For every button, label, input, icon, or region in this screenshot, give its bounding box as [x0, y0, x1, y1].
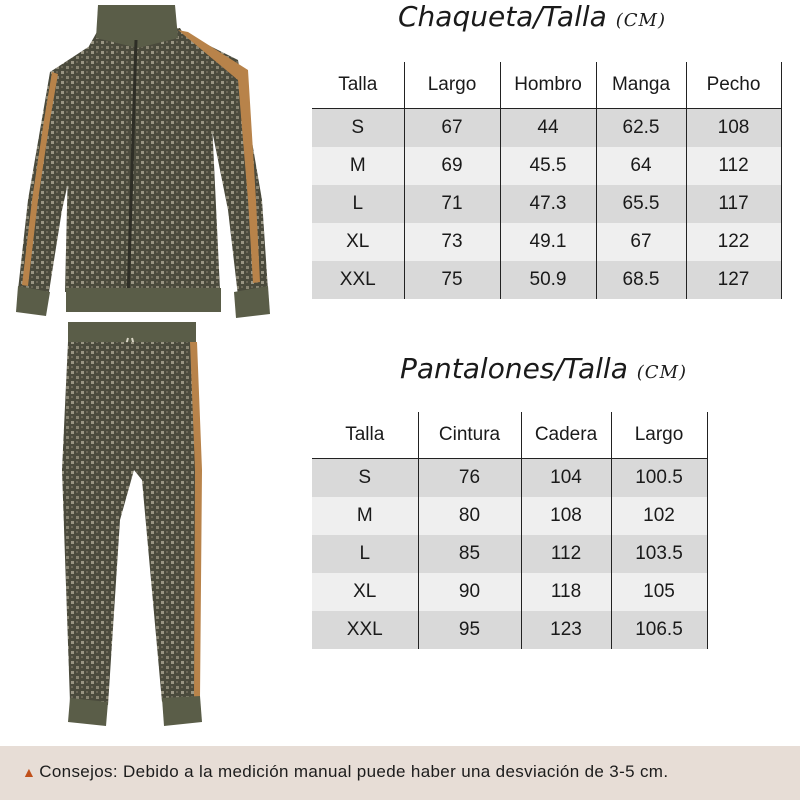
- header-cell: Largo: [404, 62, 500, 109]
- table-cell: XL: [312, 223, 404, 261]
- table-row: [312, 459, 707, 498]
- table-cell: 67: [404, 109, 500, 148]
- table-cell: 68.5: [596, 261, 686, 299]
- header-cell: Hombro: [500, 62, 596, 109]
- table-cell: 69: [404, 147, 500, 185]
- table-cell: 44: [500, 109, 596, 148]
- jacket-table-header: [312, 62, 781, 109]
- table-cell: 118: [521, 573, 611, 611]
- table-cell: XXL: [312, 261, 404, 299]
- table-cell: 47.3: [500, 185, 596, 223]
- table-cell: 64: [596, 147, 686, 185]
- table-cell: L: [312, 185, 404, 223]
- header-cell: Manga: [596, 62, 686, 109]
- table-row: [312, 497, 707, 535]
- table-cell: 67: [596, 223, 686, 261]
- header-cell: Cadera: [521, 412, 611, 459]
- table-row: [312, 261, 781, 299]
- pants-image: [50, 320, 220, 732]
- table-cell: 90: [418, 573, 521, 611]
- table-cell: S: [312, 109, 404, 148]
- table-cell: 50.9: [500, 261, 596, 299]
- table-cell: 45.5: [500, 147, 596, 185]
- jacket-title-unit: (CM): [615, 10, 666, 31]
- table-cell: 85: [418, 535, 521, 573]
- table-row: [312, 573, 707, 611]
- table-cell: 65.5: [596, 185, 686, 223]
- table-cell: 106.5: [611, 611, 707, 649]
- header-cell: Talla: [312, 62, 404, 109]
- tip-text: Consejos: Debido a la medición manual puede haber una desviación de 3-5 cm.: [39, 762, 669, 781]
- table-cell: XL: [312, 573, 418, 611]
- table-row: [312, 147, 781, 185]
- table-cell: M: [312, 147, 404, 185]
- table-cell: 100.5: [611, 459, 707, 498]
- table-cell: 73: [404, 223, 500, 261]
- table-cell: 104: [521, 459, 611, 498]
- table-row: [312, 185, 781, 223]
- table-cell: M: [312, 497, 418, 535]
- table-cell: 112: [521, 535, 611, 573]
- table-cell: 117: [686, 185, 781, 223]
- pants-title-unit: (CM): [636, 362, 688, 383]
- header-cell: Pecho: [686, 62, 781, 109]
- table-cell: S: [312, 459, 418, 498]
- table-row: [312, 611, 707, 649]
- table-cell: 71: [404, 185, 500, 223]
- table-cell: 108: [686, 109, 781, 148]
- jacket-table-title: [398, 0, 666, 33]
- pants-table-title: [400, 352, 687, 385]
- pants-title-text: Pantalones/Talla: [400, 352, 628, 385]
- table-cell: 123: [521, 611, 611, 649]
- pants-table-header: [312, 412, 707, 459]
- table-cell: 112: [686, 147, 781, 185]
- table-cell: 108: [521, 497, 611, 535]
- table-cell: 49.1: [500, 223, 596, 261]
- jacket-size-table: [312, 62, 782, 299]
- table-cell: 102: [611, 497, 707, 535]
- header-cell: Talla: [312, 412, 418, 459]
- table-row: [312, 223, 781, 261]
- table-cell: 103.5: [611, 535, 707, 573]
- table-cell: XXL: [312, 611, 418, 649]
- warning-triangle-icon: ▲: [22, 764, 37, 780]
- table-cell: 127: [686, 261, 781, 299]
- table-cell: 95: [418, 611, 521, 649]
- jacket-image: [10, 0, 275, 322]
- table-row: [312, 535, 707, 573]
- table-cell: L: [312, 535, 418, 573]
- jacket-title-text: Chaqueta/Talla: [398, 0, 607, 33]
- table-cell: 80: [418, 497, 521, 535]
- table-cell: 75: [404, 261, 500, 299]
- table-cell: 76: [418, 459, 521, 498]
- pants-size-table: [312, 412, 708, 649]
- table-cell: 122: [686, 223, 781, 261]
- tip-content: [22, 762, 668, 782]
- table-cell: 62.5: [596, 109, 686, 148]
- tip-banner: [0, 746, 800, 800]
- header-cell: Largo: [611, 412, 707, 459]
- header-cell: Cintura: [418, 412, 521, 459]
- table-cell: 105: [611, 573, 707, 611]
- table-row: [312, 109, 781, 148]
